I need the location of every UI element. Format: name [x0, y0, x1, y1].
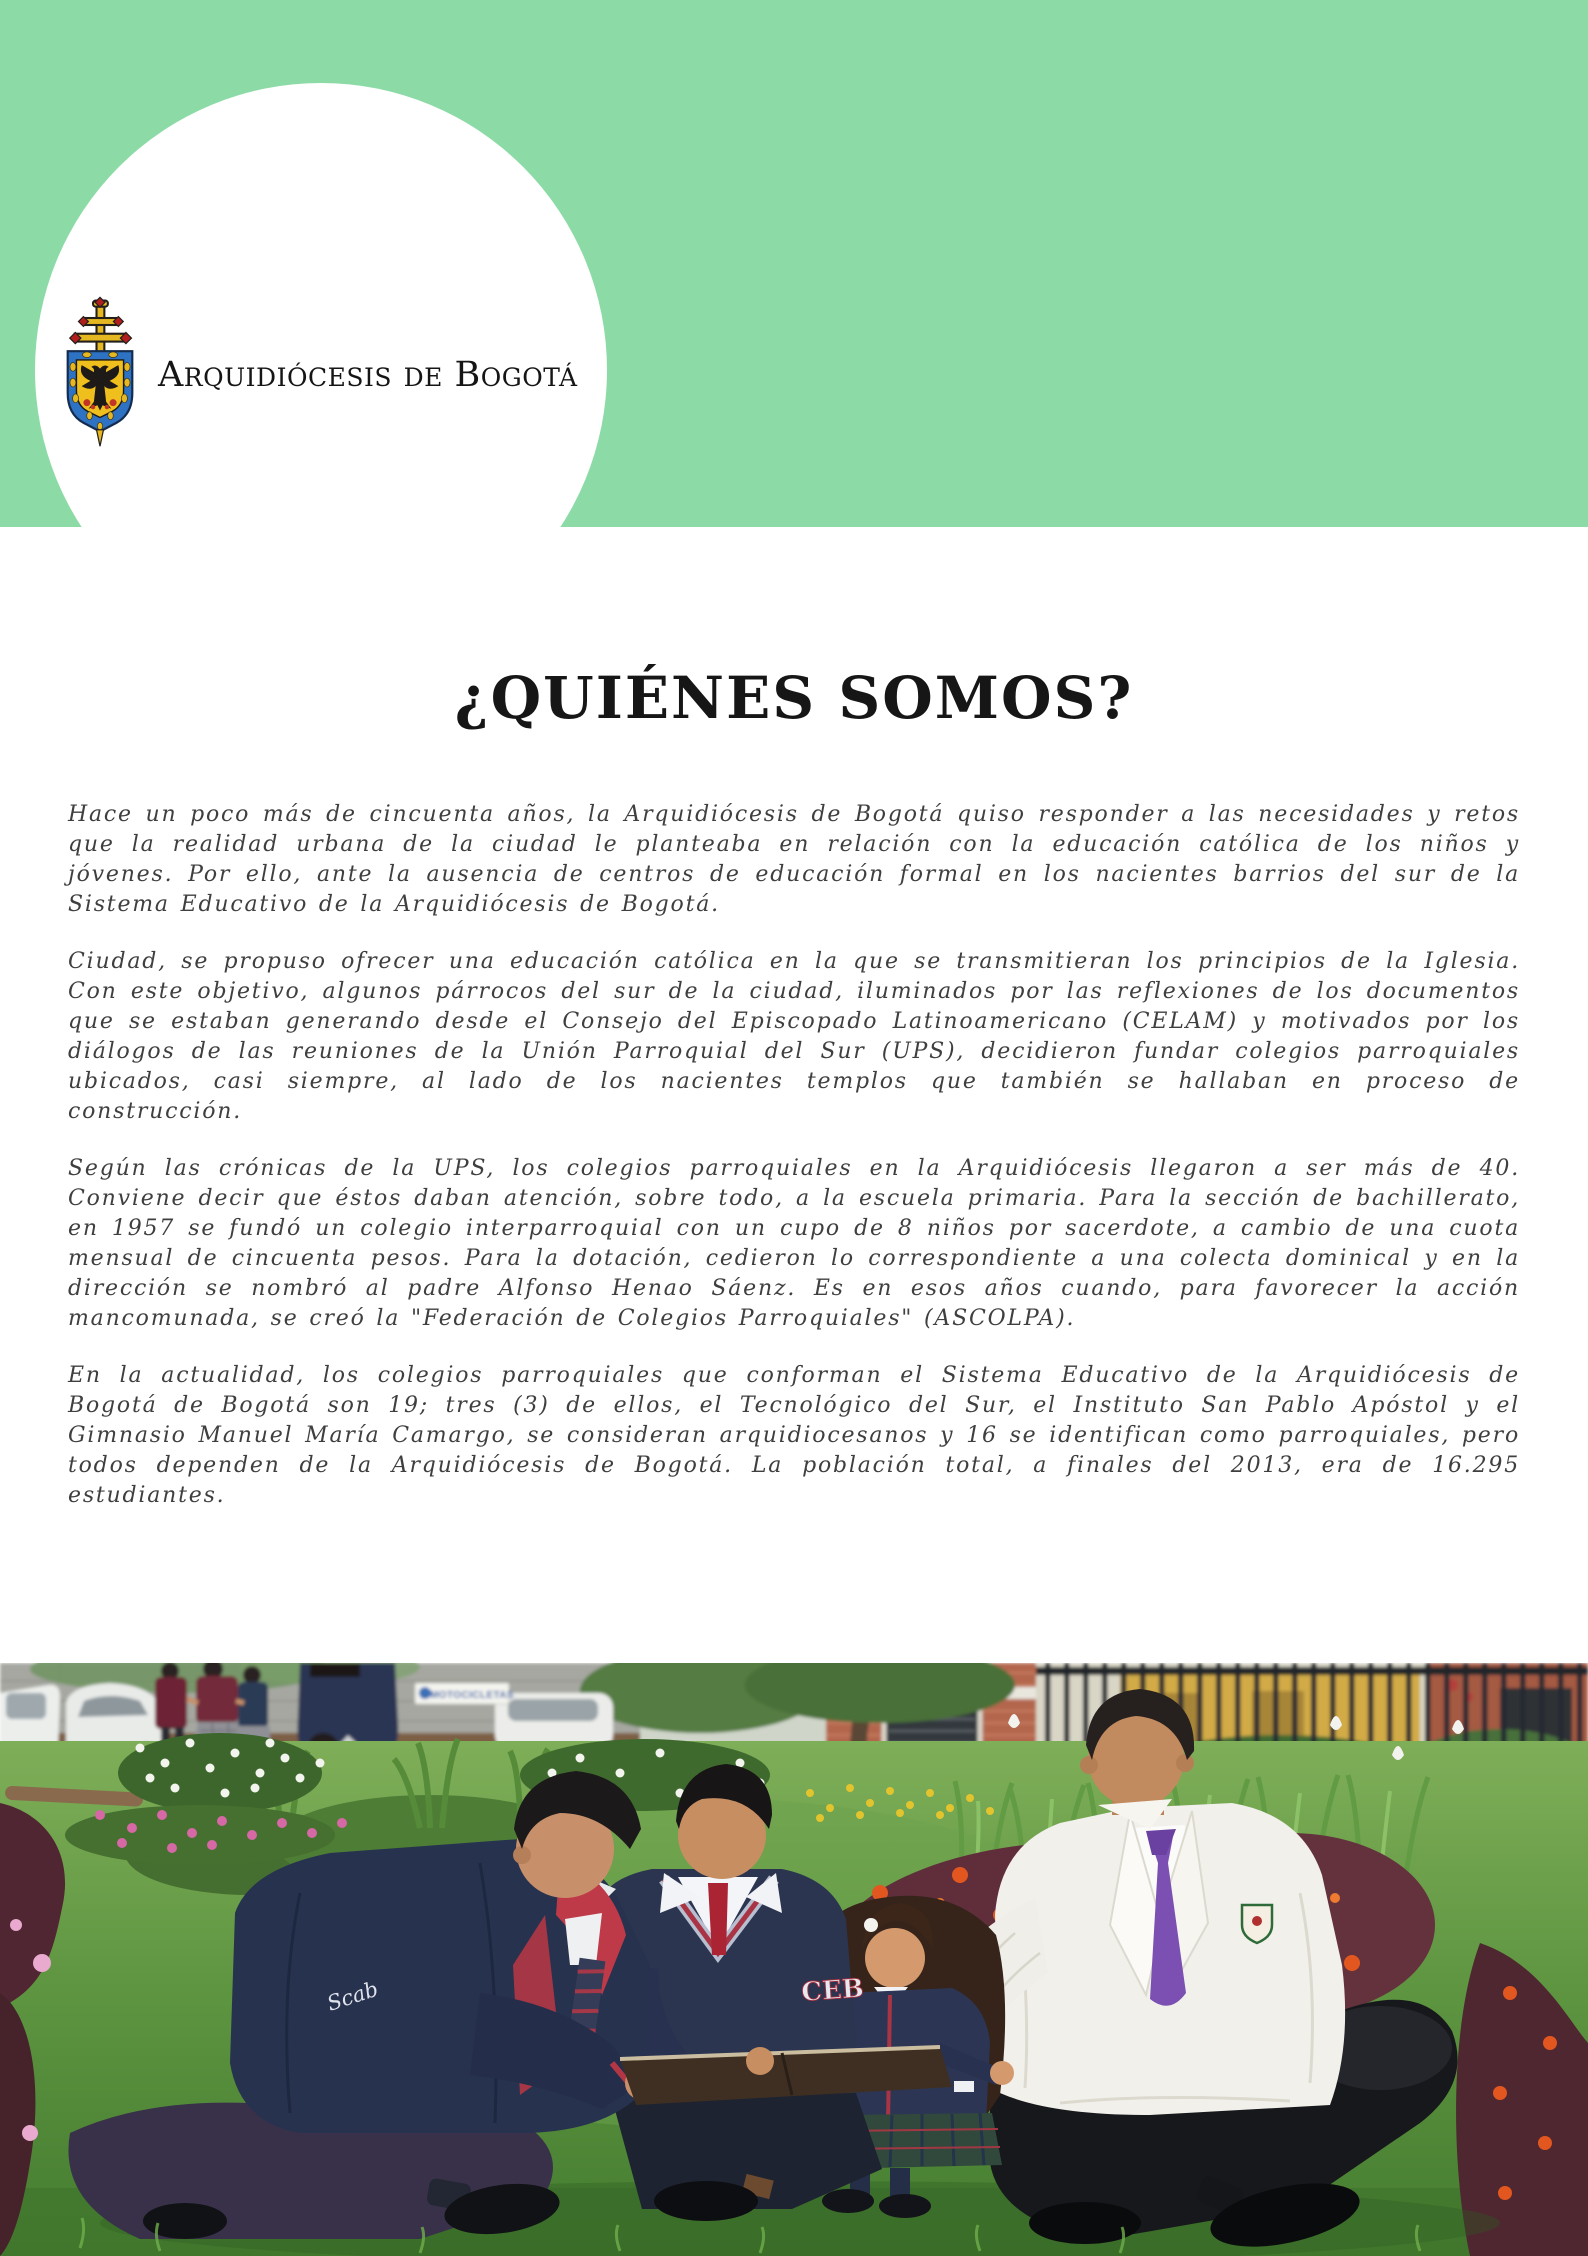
archdiocese-crest-icon — [52, 288, 148, 462]
org-name: Arquidiócesis de Bogotá — [158, 355, 578, 395]
hair-flower — [864, 1918, 878, 1932]
about-text — [68, 800, 1520, 1538]
motocicletas-sign — [415, 1683, 514, 1704]
sweater-badge: CEB — [800, 1973, 865, 2008]
paragraph-1: Hace un poco más de cincuenta años, la Arquidiócesis de Bogotá quiso responder a las necesidades y retos que la realidad urbana de la ciudad le planteaba en relación con la educación católica de los niños y jóvenes. Por ello, ante la ausencia de centros de educación formal en los nacientes barrios del sur de la Sistema Educativo de la Arquidiócesis de Bogotá. — [68, 802, 1520, 917]
org-logo — [52, 288, 578, 462]
paragraph-3: Según las crónicas de la UPS, los colegios parroquiales en la Arquidiócesis llegaron a ser más de 40. Conviene decir que éstos daban atención, sobre todo, a la escuela primaria. Para la sección de bachillerato, en 1957 se fundó un colegio interparroquial con un cupo de 8 niños por sacerdote, a cambio de una cuota mensual de cincuenta pesos. Para la dotación, cedieron lo correspondiente a una colecta dominical y en la dirección se nombró al padre Alfonso Henao Sáenz. Es en esos años cuando, para favorecer la acción mancomunada, se creó la "Federación de Colegios Parroquiales" (ASCOLPA). — [68, 1156, 1520, 1331]
jacket-script: Scab — [324, 1976, 382, 2016]
photo-students-reading — [0, 1663, 1588, 2256]
paragraph-4: En la actualidad, los colegios parroquiales que conforman el Sistema Educativo de la Arquidiócesis de Bogotá de Bogotá son 19; tres (3) de ellos, el Tecnológico del Sur, el Instituto San Pablo Apóstol y el Gimnasio Manuel María Camargo, se consideran arquidiocesanos y 16 se identifican como parroquiales, pero todos dependen de la Arquidiócesis de Bogotá. La población total, a finales del 2013, era de 16.295 estudiantes. — [68, 1363, 1520, 1508]
paragraph-2: Ciudad, se propuso ofrecer una educación católica en la que se transmitieran los principios de la Iglesia. Con este objetivo, algunos párrocos del sur de la ciudad, iluminados por las reflexiones de los documentos que se estaban generando desde el Consejo del Episcopado Latinoamericano (CELAM) y motivados por los diálogos de las reuniones de la Unión Parroquial del Sur (UPS), decidieron fundar colegios parroquiales ubicados, casi siempre, al lado de los nacientes templos que también se hallaban en proceso de construcción. — [68, 949, 1520, 1124]
sign-text: MOTOCICLETAS — [430, 1690, 514, 1701]
coat-crest — [1242, 1905, 1272, 1943]
page-title: ¿QUIÉNES SOMOS? — [454, 664, 1134, 732]
